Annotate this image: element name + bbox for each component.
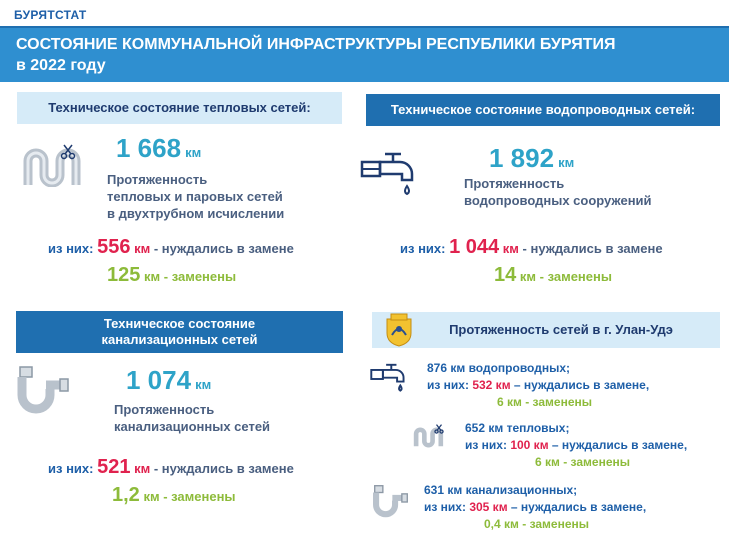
- ulan-water-line2: [427, 377, 649, 394]
- heat-need-prefix: из них:: [48, 241, 94, 256]
- heat-repl-unit: км: [144, 269, 161, 284]
- water-repl-value: 14: [494, 264, 517, 286]
- ulan-heat-line2: [465, 437, 687, 454]
- heat-repl-value: 125: [107, 264, 141, 286]
- ulan-heat-repl: 6 км - заменены: [535, 455, 631, 469]
- sewer-repl-text: - заменены: [163, 489, 236, 504]
- sewer-pipe-icon: [16, 365, 72, 417]
- ulan-sewer-repl: 0,4 км - заменены: [484, 517, 590, 531]
- ulan-water-need: 532 км: [472, 378, 511, 392]
- ulan-water-block: [427, 360, 649, 411]
- ulan-heat-need: 100 км: [510, 438, 549, 452]
- heat-need-text: - нуждались в замене: [153, 241, 294, 256]
- heat-desc-line: тепловых и паровых сетей: [107, 189, 283, 204]
- ulan-sewer-line1: 631 км канализационных;: [424, 483, 578, 497]
- sewer-desc-line: канализационных сетей: [114, 419, 271, 434]
- heat-repl-text: - заменены: [163, 269, 237, 284]
- sewer-need-unit: км: [134, 461, 151, 476]
- water-total-value: 1 892: [489, 143, 555, 173]
- ulan-heat-line1: 652 км тепловых;: [465, 421, 570, 435]
- water-repl-row: [494, 264, 612, 287]
- ulan-sewer-line2: [424, 499, 646, 516]
- ulan-water-prefix: из них:: [427, 378, 469, 392]
- heat-desc-line: Протяженность: [107, 172, 208, 187]
- water-description: [464, 175, 652, 209]
- heat-need-row: [48, 236, 294, 259]
- coat-of-arms-icon: [384, 313, 414, 347]
- water-desc-line: водопроводных сооружений: [464, 193, 652, 208]
- ulan-heat-prefix: из них:: [465, 438, 507, 452]
- ulan-header-text: Протяженность сетей в г. Улан-Удэ: [449, 322, 673, 337]
- heat-desc-line: в двухтрубном исчислении: [107, 206, 285, 221]
- heat-repl-row: [107, 264, 236, 287]
- water-total: [489, 143, 574, 174]
- ulan-sewer-prefix: из них:: [424, 500, 466, 514]
- ulan-water-line1: 876 км водопроводных;: [427, 361, 570, 375]
- water-tap-icon: [370, 362, 410, 396]
- sewer-repl-row: [112, 484, 236, 507]
- sewer-pipe-icon: [372, 484, 410, 520]
- brand-label: БУРЯТСТАТ: [14, 8, 87, 22]
- water-need-value: 1 044: [449, 236, 500, 258]
- sewer-total: [126, 365, 211, 396]
- ulan-sewer-block: [424, 482, 646, 533]
- water-repl-unit: км: [519, 269, 536, 284]
- ulan-water-repl: 6 км - заменены: [497, 395, 593, 409]
- page-title: СОСТОЯНИЕ КОММУНАЛЬНОЙ ИНФРАСТРУКТУРЫ РЕСПУБЛИКИ БУРЯТИЯ: [16, 36, 616, 53]
- sewer-need-row: [48, 456, 294, 479]
- scissors-icon: [434, 424, 444, 434]
- water-tap-icon: [360, 150, 422, 202]
- sewer-need-value: 521: [97, 456, 131, 478]
- sewer-need-prefix: из них:: [48, 461, 94, 476]
- ulan-sewer-need: 305 км: [469, 500, 508, 514]
- heat-total-value: 1 668: [116, 133, 182, 163]
- ulan-heat-need-text: – нуждались в замене,: [551, 438, 688, 452]
- heat-need-unit: км: [134, 241, 151, 256]
- sewer-total-value: 1 074: [126, 365, 192, 395]
- page-subtitle: в 2022 году: [16, 57, 106, 74]
- heat-total: [116, 133, 201, 164]
- sewer-description: [114, 401, 270, 435]
- scissors-icon: [60, 144, 76, 160]
- water-header-text: Техническое состояние водопроводных сетей:: [390, 102, 696, 117]
- heat-total-unit: км: [185, 145, 202, 160]
- sewer-repl-value: 1,2: [112, 484, 140, 506]
- water-need-unit: км: [502, 241, 519, 256]
- water-repl-text: - заменены: [539, 269, 612, 284]
- water-total-unit: км: [558, 155, 575, 170]
- heat-description: [107, 171, 284, 222]
- pipe-icon: [20, 147, 90, 187]
- water-desc-line: Протяженность: [464, 176, 565, 191]
- sewer-need-text: - нуждались в замене: [153, 461, 294, 476]
- ulan-header: [372, 312, 720, 348]
- water-need-text: - нуждались в замене: [522, 241, 663, 256]
- title-banner: [0, 26, 729, 82]
- ulan-heat-block: [465, 420, 687, 471]
- ulan-water-need-text: – нуждались в замене,: [513, 378, 650, 392]
- heat-need-value: 556: [97, 236, 131, 258]
- heat-header-text: Техническое состояние тепловых сетей:: [48, 100, 311, 115]
- ulan-sewer-need-text: – нуждались в замене,: [510, 500, 647, 514]
- heat-header: [17, 92, 342, 124]
- sewer-header: [16, 311, 343, 353]
- sewer-desc-line: Протяженность: [114, 402, 215, 417]
- water-header: [366, 94, 720, 126]
- sewer-header-line: канализационных сетей: [101, 332, 258, 347]
- water-need-prefix: из них:: [400, 241, 446, 256]
- sewer-repl-unit: км: [143, 489, 160, 504]
- water-need-row: [400, 236, 663, 259]
- sewer-header-line: Техническое состояние: [103, 316, 256, 331]
- sewer-total-unit: км: [195, 377, 212, 392]
